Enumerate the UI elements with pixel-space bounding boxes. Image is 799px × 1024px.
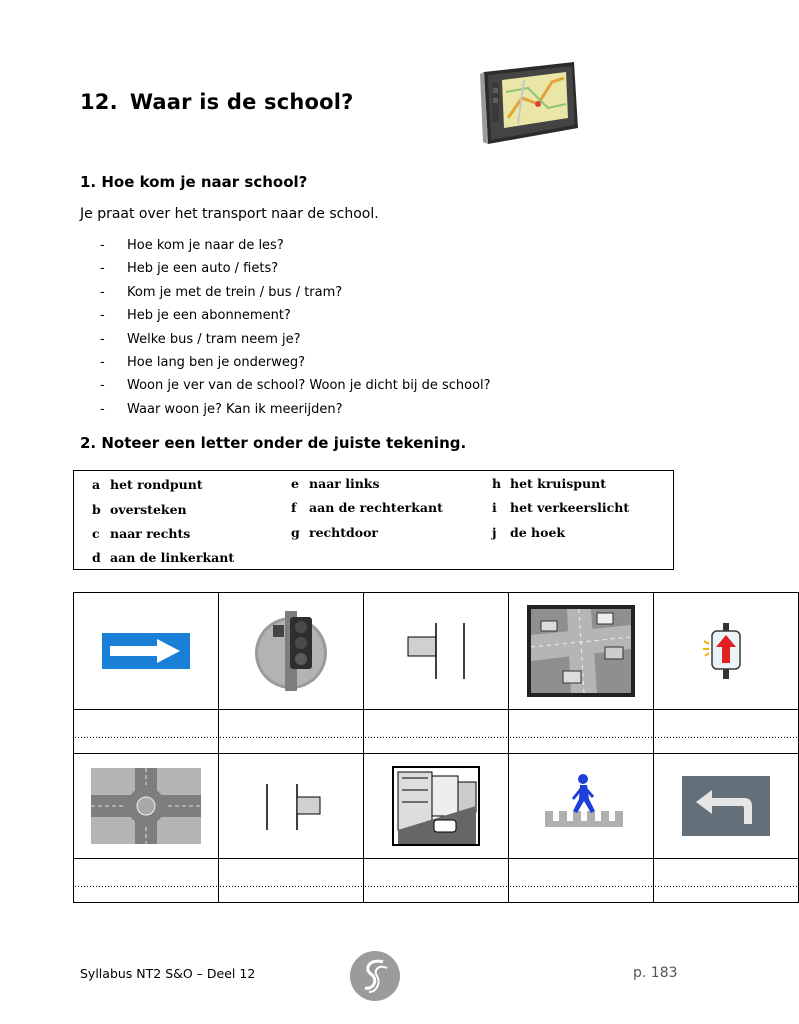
list-item: - Woon je ver van de school? Woon je dicht bij de school? [100,378,491,394]
answer-cell[interactable]: ………………………………………… [219,859,364,903]
list-item: - Hoe lang ben je onderweg? [100,354,305,370]
section1-heading: 1. Hoe kom je naar school? [80,173,308,191]
title-number: 12. [80,90,118,114]
publisher-logo-icon [349,950,401,1002]
legend-item-a: a het rondpunt [92,477,203,492]
block-right-of-line-icon [396,619,476,683]
list-item: - Kom je met de trein / bus / tram? [100,284,343,300]
picture-row [74,754,799,859]
list-item: - Waar woon je? Kan ik meerijden? [100,401,343,417]
picture-cell [654,754,799,859]
picture-cell [509,754,654,859]
answer-cell[interactable]: ………………………………………… [509,859,654,903]
picture-row [74,593,799,710]
footer-course-title: Syllabus NT2 S&O – Deel 12 [80,966,256,981]
picture-cell [364,754,509,859]
page-title [80,90,354,114]
list-item: - Welke bus / tram neem je? [100,331,301,347]
answer-cell[interactable]: ………………………………………… [509,710,654,754]
street-corner-icon [392,766,480,846]
answer-cell[interactable]: ………………………………………… [654,710,799,754]
block-left-of-line-icon [251,776,331,836]
left-turn-road-arrow-icon [682,776,770,836]
roundabout-icon [91,768,201,844]
legend-box [73,470,674,570]
legend-item-j: j de hoek [492,525,566,540]
answer-cell[interactable]: ………………………………………… [364,859,509,903]
pedestrian-crossing-icon [539,771,623,841]
page-number: p. 183 [633,965,678,981]
picture-cell [219,593,364,710]
list-item: - Heb je een auto / fiets? [100,261,279,277]
answer-row [74,859,799,903]
picture-cell [219,754,364,859]
legend-item-i: i het verkeerslicht [492,500,630,515]
question-list [100,236,491,423]
answer-cell[interactable]: ………………………………………… [364,710,509,754]
title-text: Waar is de school? [129,90,354,114]
answer-cell[interactable]: ………………………………………… [74,859,219,903]
list-item: - Heb je een abonnement? [100,308,291,324]
picture-cell [74,754,219,859]
answer-cell[interactable]: ………………………………………… [654,859,799,903]
picture-grid [73,592,799,903]
section1-intro: Je praat over het transport naar de school. [80,206,379,222]
answer-row [74,710,799,754]
legend-item-b: b oversteken [92,502,187,517]
legend-item-d: d aan de linkerkant [92,550,235,565]
arrow-right-sign-icon [101,632,191,670]
picture-cell [654,593,799,710]
list-item: - Hoe kom je naar de les? [100,238,284,253]
intersection-photo-icon [527,605,635,697]
legend-item-f: f aan de rechterkant [291,500,443,515]
picture-cell [74,593,219,710]
section2-heading: 2. Noteer een letter onder de juiste tekening. [80,434,467,452]
straight-ahead-sign-icon [701,621,751,681]
legend-item-g: g rechtdoor [291,525,379,540]
legend-item-c: c naar rechts [92,526,191,541]
legend-item-h: h het kruispunt [492,476,606,491]
answer-cell[interactable]: ………………………………………… [74,710,219,754]
answer-cell[interactable]: ………………………………………… [219,710,364,754]
legend-item-e: e naar links [291,476,380,491]
picture-cell [364,593,509,710]
gps-device-icon [478,58,582,148]
picture-cell [509,593,654,710]
traffic-light-icon [253,609,329,693]
